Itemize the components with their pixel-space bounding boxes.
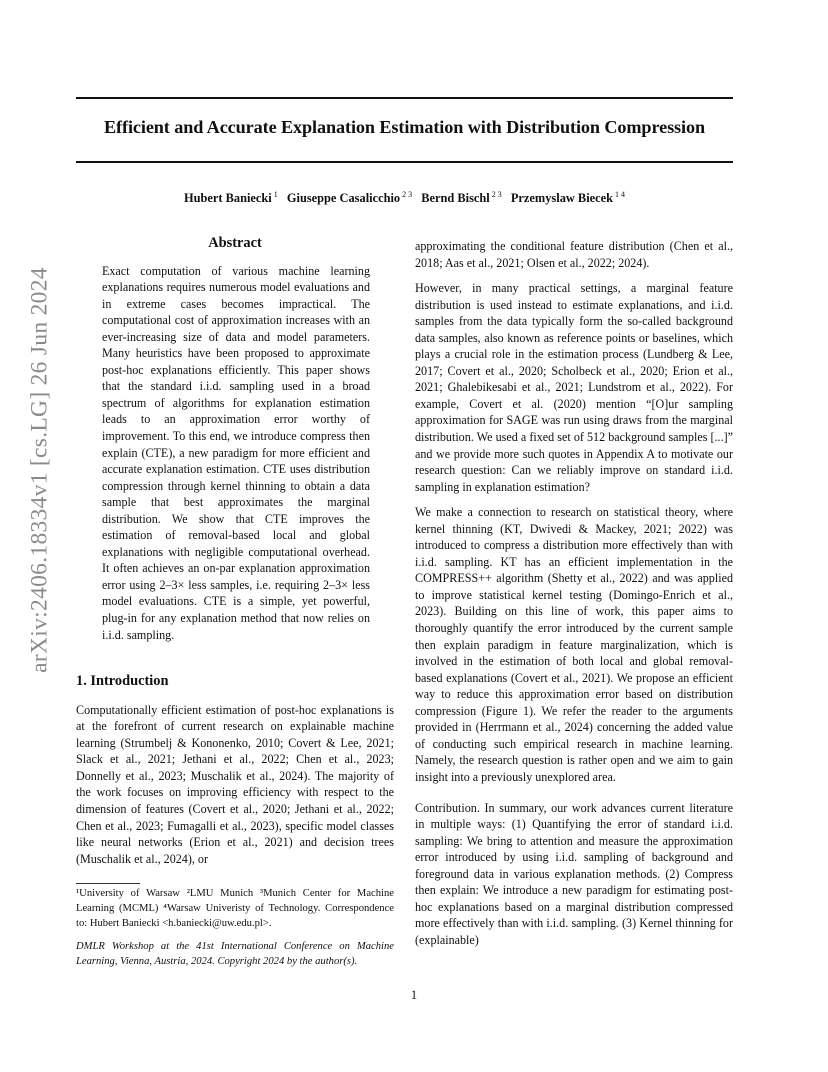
author-4: Przemyslaw Biecek $^{1 4}$ <box>510 190 626 205</box>
left-column <box>76 235 394 867</box>
title-rule-top <box>76 97 733 99</box>
venue-footnote: DMLR Workshop at the 41st International Conference on Machine Learning, Vienna, Austria, 2024. Copyright 2024 by the author(s). <box>76 940 394 967</box>
right-column <box>415 238 733 957</box>
paragraph-kernel-thinning: We make a connection to research on statistical theory, where kernel thinning (KT, Dwivedi & Mackey, 2021; 2022) was introduced to compress a distribution more effectively than with i.i.d. sampling. KT has an efficient implementation in the COMPRESS++ algorithm (Shetty et al., 2022) and was applied to improve statistical kernel testing (Domingo-Enrich et al., 2023). Building on this line of work, this paper aims to thoroughly quantify the error introduced by the current sample then explain paradigm in feature marginalization, which is involved in the estimation of both local and global removal-based explanations (Covert et al., 2021). We propose an efficient way to reduce this approximation error based on distribution compression (Figure 1). We refer the reader to the arguments provided in (Herrmann et al., 2024) concerning the added value of conducting such empirical research in machine learning. Namely, the research question is rather open and we aim to gain insight into a previously unexplored area. <box>415 505 733 784</box>
paragraph-conditional: approximating the conditional feature distribution (Chen et al., 2018; Aas et al., 2021; Olsen et al., 2022; 2024). <box>415 239 733 270</box>
author-3: Bernd Bischl $^{2 3}$ <box>421 190 502 205</box>
paragraph-contribution: Contribution. In summary, our work advances current literature in multiple ways: (1) Quantifying the error of standard i.i.d. sampling: We bring to attention and measure the approximation error introduced by using i.i.d. sampling of background and foreground data in various explanation methods. (2) Compress then explain: We introduce a new paradigm for estimating post-hoc explanations based on a marginal distribution compressed more effectively than with i.i.d. sampling. (3) Kernel thinning for (explainable) <box>415 800 733 947</box>
author-list <box>76 190 733 206</box>
title-rule-bottom <box>76 161 733 163</box>
affiliations-footnote: ¹University of Warsaw ²LMU Munich ³Munich Center for Machine Learning (MCML) ⁴Warsaw Univeristy of Technology. Correspondence to: Hubert Baniecki <h.baniecki@uw.edu.pl>. <box>76 888 394 929</box>
author-1: Hubert Baniecki $^1$ <box>183 190 278 205</box>
paper-title: Efficient and Accurate Explanation Estimation with Distribution Compression <box>104 117 705 137</box>
introduction-heading: 1. Introduction <box>76 673 169 690</box>
abstract-text: Exact computation of various machine learning explanations requires numerous model evaluations and in extreme cases becomes impractical. The computational cost of approximation increases with an ever-increasing size of data and model parameters. Many heuristics have been proposed to approximate post-hoc explanations efficiently. This paper shows that the standard i.i.d. sampling used in a broad spectrum of algorithms for explanation estimation leads to an approximation error worthy of improvement. To this end, we introduce compress then explain (CTE), a new paradigm for more efficient and accurate explanation estimation. CTE uses distribution compression through kernel thinning to obtain a data sample that best approximates the marginal distribution. We show that CTE improves the estimation of removal-based local and global explanations with negligible computational overhead. It often achieves an on-par explanation approximation error using 2–3× less samples, i.e. requiring 2–3× less model evaluations. CTE is a simple, yet powerful, plug-in for any explanation method that now relies on i.i.d. sampling. <box>102 263 370 642</box>
author-2: Giuseppe Casalicchio $^{2 3}$ <box>286 190 413 205</box>
page-number: 1 <box>410 988 418 1002</box>
footnotes <box>76 887 394 970</box>
paragraph-marginal: However, in many practical settings, a marginal feature distribution is used instead to estimate explanations, and i.i.d. samples from the data typically form the so-called background data samples, also known as reference points or baselines, which plays a crucial role in the estimation process (Lundberg & Lee, 2017; Covert et al., 2020; Scholbeck et al., 2020; Erion et al., 2021; Ghalebikesabi et al., 2021; Lundstrom et al., 2022). For example, Covert et al. (2020) mention “[O]ur sampling approximation for SAGE was run using draws from the marginal distribution. We used a fixed set of 512 background samples [...]” and we provide more such quotes in Appendix A to motivate our research question: Can we reliably improve on standard i.i.d. sampling in explanation estimation? <box>415 281 733 494</box>
abstract-heading: Abstract <box>208 235 262 251</box>
arxiv-identifier-stamp: arXiv:2406.18334v1 [cs.LG] 26 Jun 2024 <box>26 267 53 673</box>
introduction-text: Computationally efficient estimation of post-hoc explanations is at the forefront of current research on explainable machine learning (Strumbelj & Kononenko, 2010; Covert & Lee, 2021; Slack et al., 2021; Jethani et al., 2022; Chen et al., 2023; Donnelly et al., 2023; Muschalik et al., 2024). The majority of the work focuses on improving efficiency with respect to the dimension of features (Covert et al., 2020; Jethani et al., 2022; Chen et al., 2023; Fumagalli et al., 2023), specific model classes like neural networks (Erion et al., 2021) and decision trees (Muschalik et al., 2024), or <box>76 702 394 866</box>
footnote-divider <box>76 883 140 884</box>
